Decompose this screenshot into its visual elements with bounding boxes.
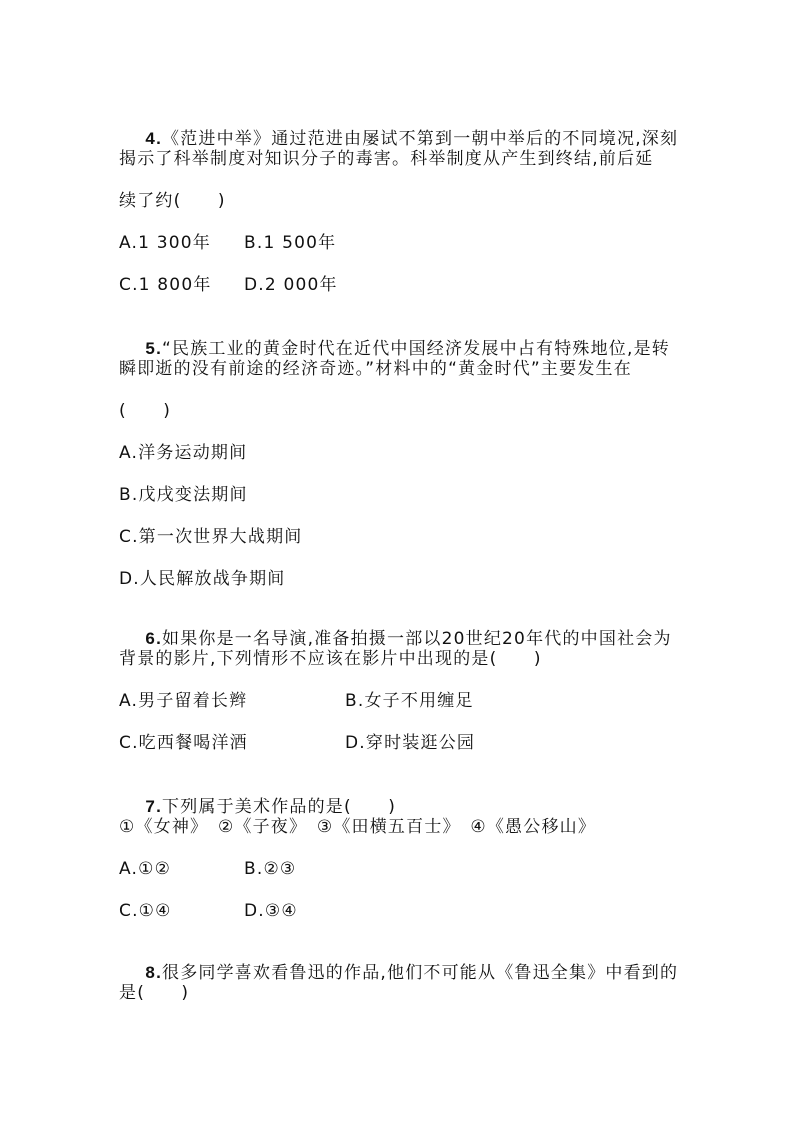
question-7-option-b: B.②③ xyxy=(244,859,297,879)
question-4-option-c: C.1 800年 xyxy=(119,275,212,295)
question-6-option-a: A.男子留着长辫 xyxy=(119,691,248,711)
question-6-number: 6. xyxy=(145,629,162,648)
question-5-stem-1: “民族工业的黄金时代在近代中国经济发展中占有特殊地位,是转 xyxy=(162,339,671,359)
question-4-option-d: D.2 000年 xyxy=(244,275,338,295)
question-6-stem-1: 如果你是一名导演,准备拍摄一部以20世纪20年代的中国社会为 xyxy=(162,629,672,649)
question-4-option-a: A.1 300年 xyxy=(119,233,212,253)
question-4-stem-2: 揭示了科举制度对知识分子的毒害。科举制度从产生到终结,前后延 xyxy=(119,149,654,169)
question-8-stem-1: 很多同学喜欢看鲁迅的作品,他们不可能从《鲁迅全集》中看到的 xyxy=(162,963,679,983)
question-5-stem-3: ( ) xyxy=(119,401,172,421)
question-5-option-c: C.第一次世界大战期间 xyxy=(119,527,303,547)
question-8-stem-2: 是( ) xyxy=(119,983,190,1003)
question-6-option-d: D.穿时装逛公园 xyxy=(345,733,476,753)
question-4-option-b: B.1 500年 xyxy=(244,233,337,253)
question-4-stem-3: 续了约( ) xyxy=(119,191,226,211)
question-7-works-list: ①《女神》 ②《子夜》 ③《田横五百士》 ④《愚公移山》 xyxy=(119,817,597,837)
question-7-stem-1: 下列属于美术作品的是( ) xyxy=(162,797,397,817)
question-8-number: 8. xyxy=(145,963,162,982)
question-6-option-b: B.女子不用缠足 xyxy=(345,691,474,711)
question-5-option-a: A.洋务运动期间 xyxy=(119,443,248,463)
question-5-stem-2: 瞬即逝的没有前途的经济奇迹。”材料中的“黄金时代”主要发生在 xyxy=(119,359,632,379)
question-7-number: 7. xyxy=(145,797,162,816)
question-5-option-d: D.人民解放战争期间 xyxy=(119,569,286,589)
question-7-option-a: A.①② xyxy=(119,859,172,879)
question-7-option-c: C.①④ xyxy=(119,901,172,921)
question-4-number: 4. xyxy=(145,129,162,148)
question-7-option-d: D.③④ xyxy=(244,901,298,921)
question-5-option-b: B.戊戌变法期间 xyxy=(119,485,248,505)
question-4-stem-1: 《范进中举》通过范进由屡试不第到一朝中举后的不同境况,深刻 xyxy=(162,129,679,149)
question-5-number: 5. xyxy=(145,339,162,358)
question-6-stem-2: 背景的影片,下列情形不应该在影片中出现的是( ) xyxy=(119,649,542,669)
question-6-option-c: C.吃西餐喝洋酒 xyxy=(119,733,248,753)
question-8-line-1 xyxy=(119,940,678,1006)
